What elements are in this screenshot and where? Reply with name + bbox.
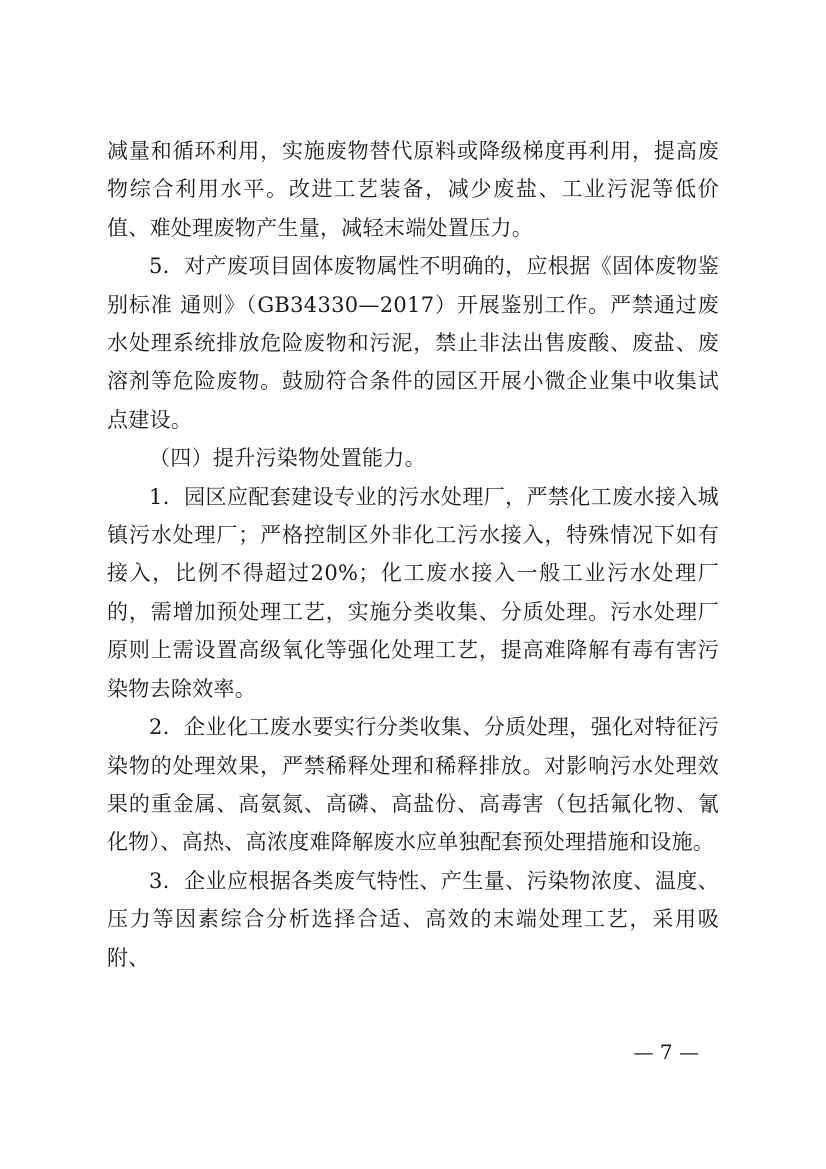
section-heading: （四）提升污染物处置能力。 (149, 446, 426, 471)
paragraph-4: 2．企业化工废水要实行分类收集、分质处理，强化对特征污染物的处理效果，严禁稀释处理和稀释排放。对影响污水处理效果的重金属、高氨氮、高磷、高盐份、高毒害（包括氟化物、氰化物）、高热、高浓度难降解废水应单独配套预处理措施和设施。 (107, 715, 719, 855)
page-number: — 7 — (633, 1040, 699, 1064)
paragraph-2: 5．对产废项目固体废物属性不明确的，应根据《固体废物鉴别标准 通则》（GB34330—2017）开展鉴别工作。严禁通过废水处理系统排放危险废物和污泥，禁止非法出售废酸、废盐、废溶剂等危险废物。鼓励符合条件的园区开展小微企业集中收集试点建设。 (107, 254, 719, 432)
paragraph-5: 3．企业应根据各类废气特性、产生量、污染物浓度、温度、压力等因素综合分析选择合适、高效的末端处理工艺，采用吸附、 (107, 868, 719, 970)
paragraph-3: 1．园区应配套建设专业的污水处理厂，严禁化工废水接入城镇污水处理厂；严格控制区外非化工污水接入，特殊情况下如有接入，比例不得超过20%；化工废水接入一般工业污水处理厂的，需增加预处理工艺，实施分类收集、分质处理。污水处理厂原则上需设置高级氧化等强化处理工艺，提高难降解有毒有害污染物去除效率。 (107, 484, 719, 701)
document-body (107, 132, 719, 977)
paragraph-1: 减量和循环利用，实施废物替代原料或降级梯度再利用，提高废物综合利用水平。改进工艺装备，减少废盐、工业污泥等低价值、难处理废物产生量，减轻末端处置压力。 (107, 139, 719, 240)
